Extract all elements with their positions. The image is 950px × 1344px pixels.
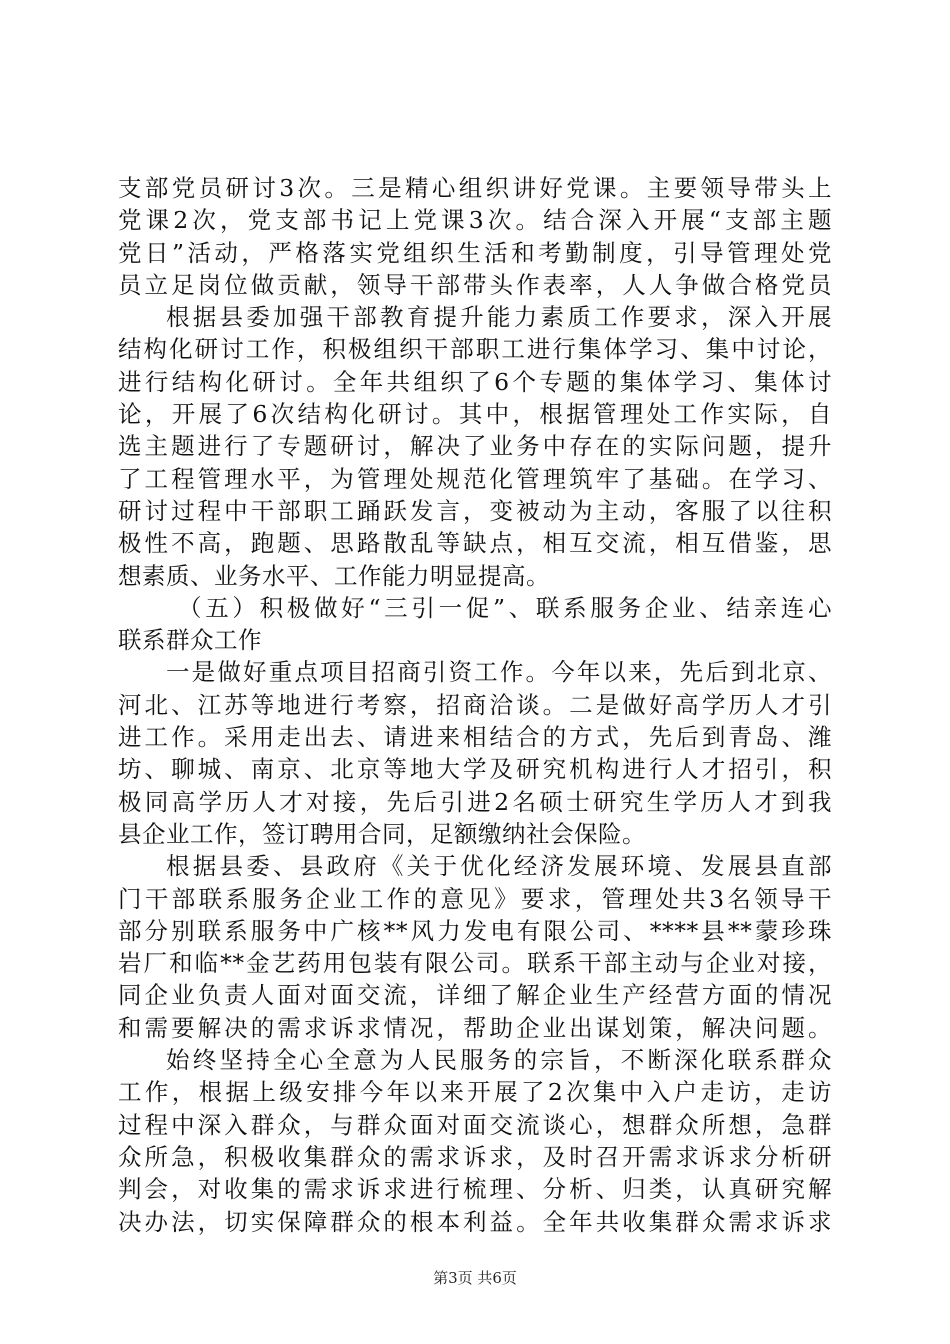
text-line: 极性不高，跑题、思路散乱等缺点，相互交流，相互借鉴，思 — [118, 529, 832, 558]
text-line: 党日”活动，严格落实党组织生活和考勤制度，引导管理处党 — [118, 238, 832, 267]
text-line: 一是做好重点项目招商引资工作。今年以来，先后到北京、 — [166, 658, 832, 687]
text-line: 县企业工作，签订聘用合同，足额缴纳社会保险。 — [118, 819, 646, 848]
text-line: （五）积极做好“三引一促”、联系服务企业、结亲连心 — [178, 593, 832, 622]
text-line: 工作，根据上级安排今年以来开展了2次集中入户走访，走访 — [118, 1078, 832, 1107]
text-line: 员立足岗位做贡献，领导干部带头作表率，人人争做合格党员 — [118, 270, 832, 299]
text-line: 岩厂和临**金艺药用包装有限公司。联系干部主动与企业对接， — [118, 949, 832, 978]
text-line: 选主题进行了专题研讨，解决了业务中存在的实际问题，提升 — [118, 432, 832, 461]
section-heading — [118, 592, 832, 657]
text-line: 支部党员研讨3次。三是精心组织讲好党课。主要领导带头上 — [118, 174, 832, 202]
text-line: 部分别联系服务中广核**风力发电有限公司、****县**蒙珍珠 — [118, 916, 832, 945]
text-line: 进行结构化研讨。全年共组织了6个专题的集体学习、集体讨 — [118, 367, 832, 396]
paragraph-investment-talent — [118, 656, 832, 850]
text-line: 了工程管理水平，为管理处规范化管理筑牢了基础。在学习、 — [118, 464, 832, 493]
text-line: 判会，对收集的需求诉求进行梳理、分析、归类，认真研究解 — [118, 1175, 832, 1204]
text-line: 同企业负责人面对面交流，详细了解企业生产经营方面的情况 — [118, 981, 832, 1010]
document-body — [118, 172, 832, 1238]
text-line: 河北、江苏等地进行考察，招商洽谈。二是做好高学历人才引 — [118, 690, 832, 719]
text-line: 党课2次，党支部书记上党课3次。结合深入开展“支部主题 — [118, 206, 832, 235]
paragraph-party-lessons — [118, 172, 832, 301]
page-number-footer: 第3页 共6页 — [433, 1269, 517, 1287]
text-line: 极同高学历人才对接，先后引进2名硕士研究生学历人才到我 — [118, 787, 832, 816]
text-line: 结构化研讨工作，积极组织干部职工进行集体学习、集中讨论， — [118, 335, 832, 364]
paragraph-structured-discussion — [118, 301, 832, 592]
paragraph-enterprise-service — [118, 850, 832, 1044]
text-line: 决办法，切实保障群众的根本利益。全年共收集群众需求诉求 — [118, 1207, 832, 1236]
text-line: 联系群众工作 — [118, 626, 262, 655]
text-line: 根据县委、县政府《关于优化经济发展环境、发展县直部 — [166, 852, 832, 881]
text-line: 众所急，积极收集群众的需求诉求，及时召开需求诉求分析研 — [118, 1142, 832, 1171]
text-line: 始终坚持全心全意为人民服务的宗旨，不断深化联系群众 — [166, 1046, 832, 1075]
text-line: 根据县委加强干部教育提升能力素质工作要求，深入开展 — [166, 303, 832, 332]
text-line: 和需要解决的需求诉求情况，帮助企业出谋划策，解决问题。 — [118, 1013, 832, 1042]
text-line: 过程中深入群众，与群众面对面交流谈心，想群众所想，急群 — [118, 1110, 832, 1139]
text-line: 门干部联系服务企业工作的意见》要求，管理处共3名领导干 — [118, 884, 832, 913]
text-line: 研讨过程中干部职工踊跃发言，变被动为主动，客服了以往积 — [118, 496, 832, 525]
paragraph-masses-work — [118, 1044, 832, 1238]
text-line: 进工作。采用走出去、请进来相结合的方式，先后到青岛、潍 — [118, 723, 832, 752]
text-line: 想素质、业务水平、工作能力明显提高。 — [118, 561, 550, 590]
text-line: 坊、聊城、南京、北京等地大学及研究机构进行人才招引，积 — [118, 755, 832, 784]
text-line: 论，开展了6次结构化研讨。其中，根据管理处工作实际，自 — [118, 400, 832, 429]
